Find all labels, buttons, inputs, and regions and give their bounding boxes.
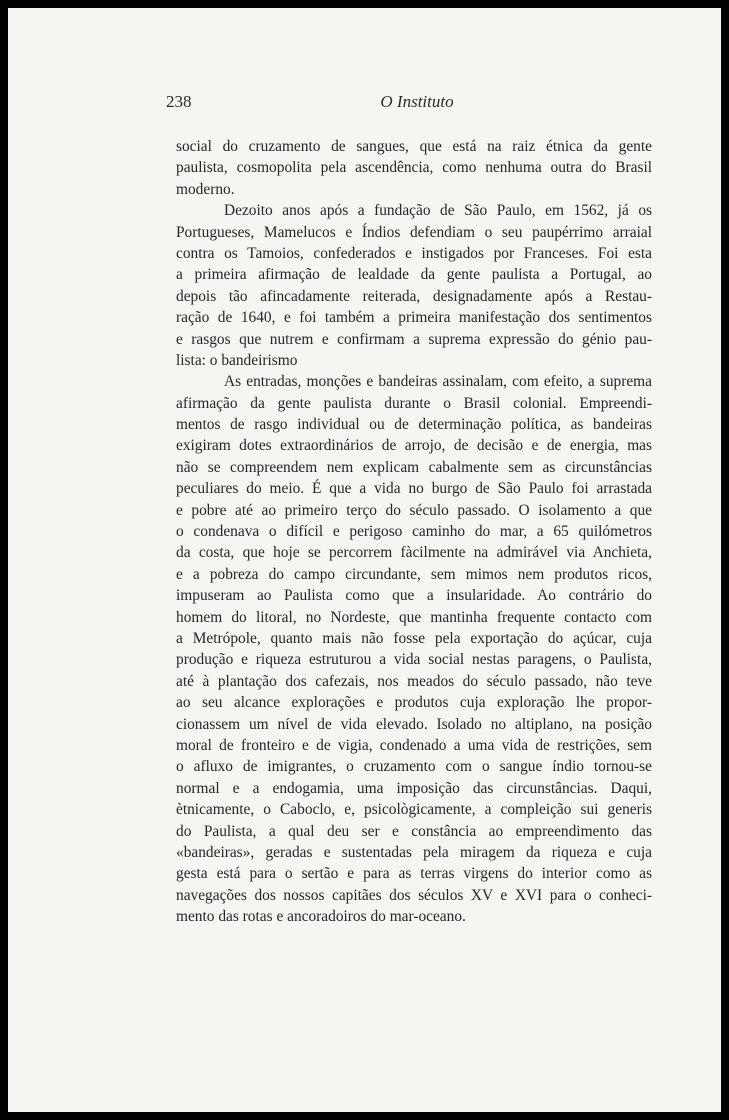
text-line: produção e riqueza estruturou a vida social nestas paragens, o Paulista, — [176, 651, 652, 669]
running-title: O Instituto — [380, 92, 454, 111]
text-line: mento das rotas e ancoradoiros do mar-oceano. — [176, 908, 466, 926]
text-line: moral de fronteiro e de vigia, condenado a uma vida de restrições, sem — [176, 736, 652, 754]
text-line: não se compreendem nem explicam cabalmente sem as circunstâncias — [176, 458, 652, 476]
text-line: ao seu alcance explorações e produtos cuja exploração lhe propor- — [176, 694, 652, 712]
text-line: contra os Tamoios, confederados e instigados por Franceses. Foi esta — [176, 244, 652, 262]
text-line: e pobre até ao primeiro terço do século passado. O isolamento a que — [176, 501, 652, 519]
text-line: gesta está para o sertão e para as terras virgens do interior como as — [176, 865, 652, 883]
running-title-wrap — [8, 92, 721, 112]
text-line: e a pobreza do campo circundante, sem mimos nem produtos ricos, — [176, 565, 652, 583]
paragraph-1 — [176, 136, 652, 200]
text-line: a primeira afirmação de lealdade da gente paulista a Portugal, ao — [176, 266, 652, 284]
text-line: até à plantação dos cafezais, nos meados do século passado, não teve — [176, 672, 652, 690]
text-line: peculiares do meio. É que a vida no burgo de São Paulo foi arrastada — [176, 480, 652, 498]
text-line: «bandeiras», geradas e sustentadas pela miragem da riqueza e cuja — [176, 843, 652, 861]
text-line: o condenava o difícil e perigoso caminho do mar, a 65 quilómetros — [176, 523, 652, 541]
text-line: ração de 1640, e foi também a primeira manifestação dos sentimentos — [176, 309, 652, 327]
page-header — [8, 92, 721, 116]
text-line: Portugueses, Mamelucos e Índios defendiam o seu paupérrimo arraial — [176, 223, 652, 241]
paragraph-2 — [176, 200, 652, 371]
text-line: moderno. — [176, 180, 235, 198]
text-line: paulista, cosmopolita pela ascendência, como nenhuma outra do Brasil — [176, 159, 652, 177]
text-line: homem do litoral, no Nordeste, que mantinha frequente contacto com — [176, 608, 652, 626]
text-line: lista: o bandeirismo — [176, 351, 298, 369]
text-line: da costa, que hoje se percorrem fàcilmente na admirável via Anchieta, — [176, 544, 652, 562]
text-line: o afluxo de imigrantes, o cruzamento com o sangue índio tornou-se — [176, 758, 652, 776]
text-line: normal e a endogamia, uma imposição das circunstâncias. Daqui, — [176, 779, 652, 797]
text-line: a Metrópole, quanto mais não fosse pela exportação do açúcar, cuja — [176, 629, 652, 647]
text-line: navegações dos nossos capitães dos séculos XV e XVI para o conheci- — [176, 886, 652, 904]
text-line: depois tão afincadamente reiterada, designadamente após a Restau- — [176, 287, 652, 305]
text-line: afirmação da gente paulista durante o Brasil colonial. Empreendi- — [176, 394, 652, 412]
text-line: cionassem um nível de vida elevado. Isolado no altiplano, na posição — [176, 715, 652, 733]
text-line: Dezoito anos após a fundação de São Paulo, em 1562, já os — [224, 202, 652, 220]
text-line: social do cruzamento de sangues, que está na raiz étnica da gente — [176, 138, 652, 155]
text-line: As entradas, monções e bandeiras assinalam, com efeito, a suprema — [224, 373, 652, 391]
text-line: do Paulista, a qual deu ser e constância ao empreendimento das — [176, 822, 652, 840]
text-line: exigiram dotes extraordinários de arrojo, de decisão e de energia, mas — [176, 437, 652, 455]
text-line: mentos de rasgo individual ou de determinação política, as bandeiras — [176, 416, 652, 434]
text-line: impuseram ao Paulista como que a insularidade. Ao contrário do — [176, 587, 652, 605]
page-number: 238 — [166, 92, 192, 111]
text-line: e rasgos que nutrem e confirmam a suprema expressão do génio pau- — [176, 330, 652, 348]
body-text — [176, 136, 652, 927]
paragraph-3 — [176, 371, 652, 927]
book-page — [8, 8, 721, 1112]
text-line: ètnicamente, o Caboclo, e, psicològicamente, a compleição sui generis — [176, 801, 652, 819]
